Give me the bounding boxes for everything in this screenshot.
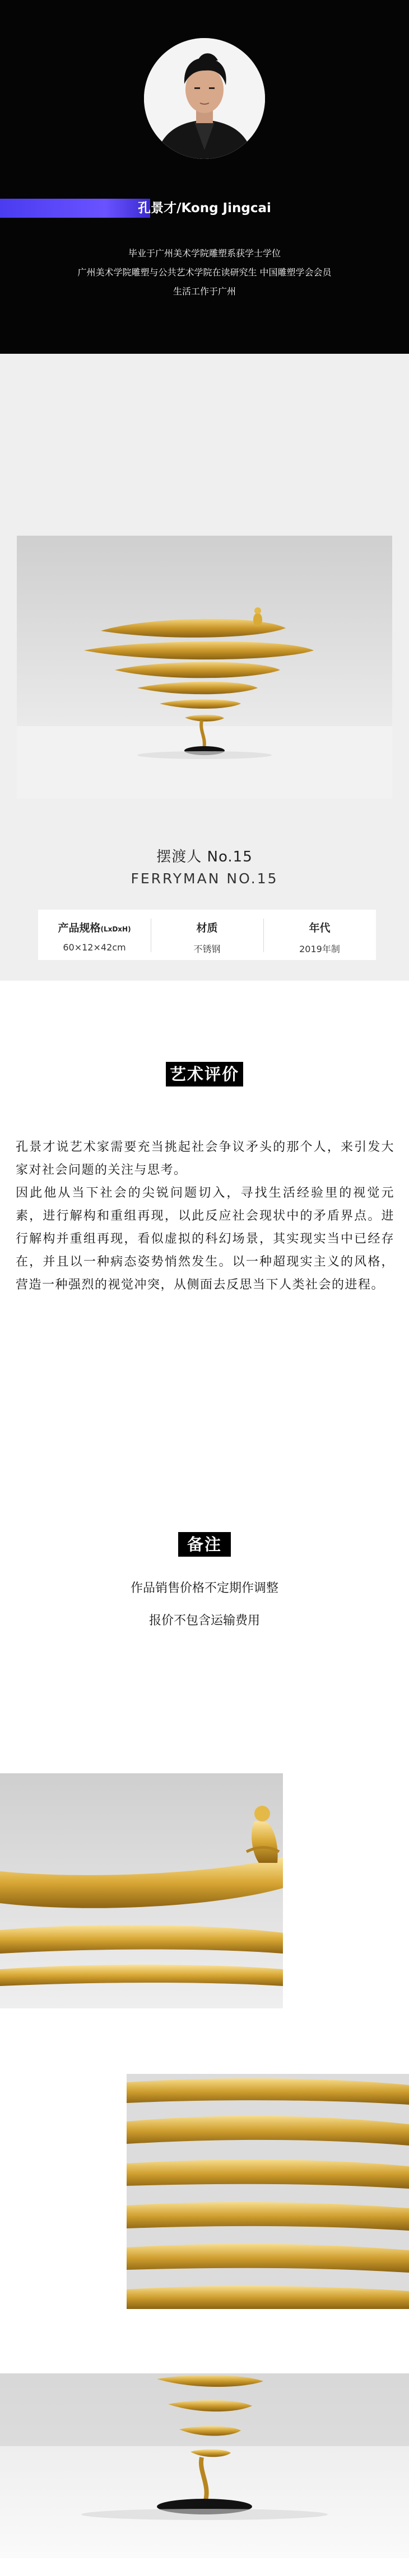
spec-value: 60×12×42cm <box>63 942 126 953</box>
bio-line: 广州美术学院雕塑与公共艺术学院在读研究生 中国雕塑学会会员 <box>77 267 332 278</box>
bio-line: 毕业于广州美术学院雕塑系获学士学位 <box>128 248 281 259</box>
spec-material <box>151 910 263 960</box>
artwork-title-en: FERRYMAN NO.15 <box>131 870 278 887</box>
bio-line: 生活工作于广州 <box>173 286 236 297</box>
notes-heading: 备注 <box>178 1532 231 1557</box>
spec-label: 年代 <box>309 922 331 934</box>
spec-dimensions <box>38 910 151 960</box>
artist-portrait-image <box>144 38 265 159</box>
spec-label: 产品规格(LxDxH) <box>58 922 131 934</box>
artist-name: 孔景才/Kong Jingcai <box>138 201 271 216</box>
note-line: 报价不包含运输费用 <box>148 1614 260 1628</box>
detail-image-base <box>0 2373 409 2558</box>
artwork-main-image <box>17 536 392 799</box>
artwork-title-cn: 摆渡人 No.15 <box>156 849 253 865</box>
review-paragraph: 因此他从当下社会的尖锐问题切入，寻找生活经验里的视觉元素，进行解构和重组再现，以此反应社会现状中的矛盾界点。进行解构并重组再现，看似虚拟的科幻场景，其实现实当中已经存在，并且以一种病态姿势悄然发生。以一种超现实主义的风格，营造一种强烈的视觉冲突，从侧面去反思当下人类社会的进程。 <box>16 1186 394 1292</box>
spec-card <box>38 910 376 960</box>
artist-avatar <box>144 38 265 159</box>
spec-year <box>263 910 376 960</box>
detail-image-boat <box>0 1773 283 2008</box>
spec-value: 2019年制 <box>299 944 340 954</box>
artist-name-bar <box>0 199 409 218</box>
spec-label: 材质 <box>196 922 218 934</box>
review-text <box>16 1136 394 1296</box>
review-heading: 艺术评价 <box>166 1062 243 1086</box>
note-line: 作品销售价格不定期作调整 <box>130 1581 278 1595</box>
artist-hero <box>0 0 409 354</box>
detail-image-ribbons <box>127 2074 409 2309</box>
spec-value: 不锈钢 <box>193 944 221 954</box>
review-paragraph: 孔景才说艺术家需要充当挑起社会争议矛头的那个人，来引发大家对社会问题的关注与思考。 <box>16 1140 394 1177</box>
artwork-section <box>0 354 409 981</box>
